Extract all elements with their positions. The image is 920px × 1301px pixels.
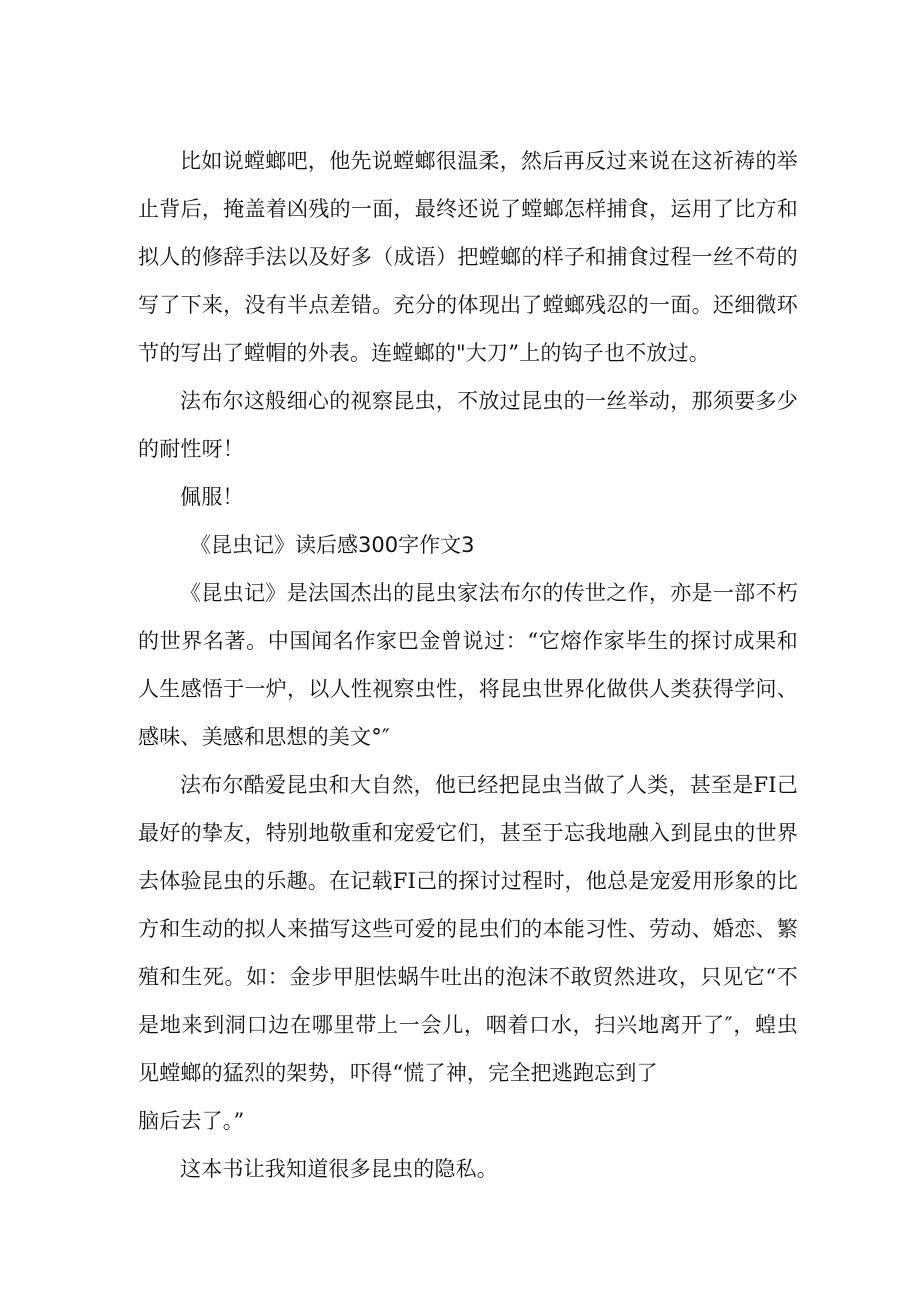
paragraph-continuation: 脑后去了。” (138, 1109, 245, 1133)
paragraph-mantis: 比如说螳螂吧，他先说螳螂很温柔，然后再反过来说在这祈祷的举止背后，掩盖着凶残的一面，最终还说了螳螂怎样捕食，运用了比方和拟人的修辞手法以及好多（成语）把螳螂的样子和捕食过程一丝不苟的写了下来，没有半点差错。充分的体现出了螳螂残忍的一面。还细微环节的写出了螳帽的外表。连螳螂的"大刀”上的钩子也不放过。 (138, 149, 798, 365)
essay-heading: 《昆虫记》读后感300字作文3 (190, 533, 475, 557)
paragraph-patience: 法布尔这般细心的视察昆虫，不放过昆虫的一丝举动，那须要多少的耐性呀！ (138, 389, 798, 461)
paragraph-admire: 佩服！ (180, 485, 244, 509)
paragraph-fabre-love: 法布尔酷爱昆虫和大自然，他已经把昆虫当做了人类，甚至是FI己最好的挚友，特别地敬重和宠爱它们，甚至于忘我地融入到昆虫的世界去体验昆虫的乐趣。在记载FI己的探讨过程时，他总是宠爱用形象的比方和生动的拟人来描写这些可爱的昆虫们的本能习性、劳动、婚恋、繁殖和生死。如：金步甲胆怯蜗牛吐出的泡沫不敢贸然进攻，只见它“不是地来到洞口边在哪里带上一会儿，咽着口水，扫兴地离开了″，蝗虫见螳螂的猛烈的架势，吓得“慌了神，完全把逃跑忘到了 (138, 773, 798, 1085)
paragraph-secrets: 这本书让我知道很多昆虫的隐私。 (180, 1157, 498, 1181)
paragraph-masterpiece: 《昆虫记》是法国杰出的昆虫家法布尔的传世之作，亦是一部不朽的世界名著。中国闻名作家巴金曾说过：“它熔作家毕生的探讨成果和人生感悟于一炉，以人性视察虫性，将昆虫世界化做供人类获得学问、感味、美感和思想的美文°″ (138, 581, 798, 749)
